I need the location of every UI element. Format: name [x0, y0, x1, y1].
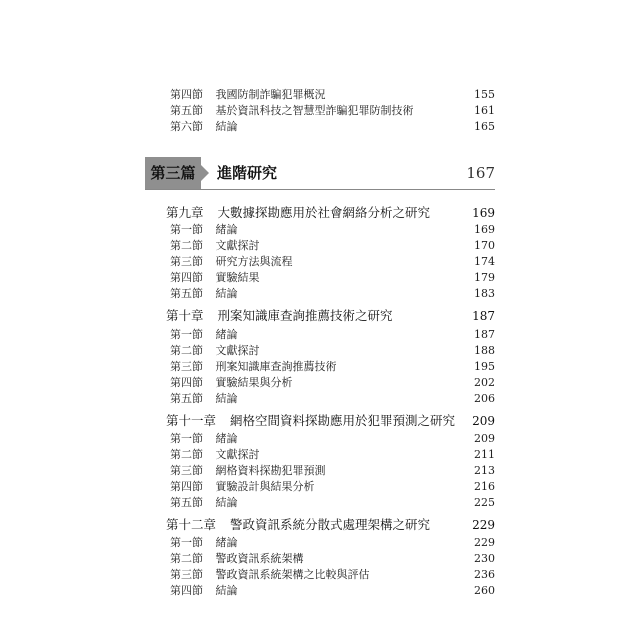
section-label: 第四節 — [170, 584, 203, 597]
section-title: 文獻探討 — [215, 239, 260, 252]
toc-section-row[interactable] — [170, 375, 495, 391]
chapter-label: 第十章 — [166, 308, 204, 323]
section-label: 第四節 — [170, 88, 203, 101]
toc-section-row[interactable] — [170, 270, 495, 286]
toc-chapter-row[interactable] — [166, 515, 495, 535]
toc-section-row[interactable] — [170, 479, 495, 495]
part-title: 進階研究 — [217, 164, 278, 182]
section-title: 實驗設計與結果分析 — [215, 480, 315, 493]
part-heading[interactable] — [145, 157, 495, 190]
toc-section-row[interactable] — [170, 222, 495, 238]
section-label: 第一節 — [170, 328, 203, 341]
section-page: 202 — [474, 376, 495, 389]
section-title: 結論 — [215, 496, 238, 509]
section-label: 第五節 — [170, 287, 203, 300]
section-title: 警政資訊系統架構之比較與評估 — [215, 568, 370, 581]
section-title: 緒論 — [215, 536, 238, 549]
section-title: 我國防制詐騙犯罪概況 — [215, 88, 326, 101]
toc-section-row[interactable] — [170, 391, 495, 407]
section-title: 實驗結果與分析 — [215, 376, 293, 389]
section-page: 206 — [474, 392, 495, 405]
section-label: 第三節 — [170, 568, 203, 581]
chapter-label: 第十二章 — [166, 517, 217, 532]
toc-section-row[interactable] — [170, 535, 495, 551]
section-page: 183 — [474, 287, 495, 300]
chapter-page: 187 — [472, 309, 495, 323]
section-label: 第六節 — [170, 120, 203, 133]
chapter-page: 209 — [472, 414, 495, 428]
section-label: 第五節 — [170, 104, 203, 117]
section-page: 216 — [474, 480, 495, 493]
section-page: 188 — [474, 344, 495, 357]
section-page: 225 — [474, 496, 495, 509]
section-label: 第五節 — [170, 496, 203, 509]
section-title: 警政資訊系統架構 — [215, 552, 304, 565]
part-page: 167 — [466, 164, 495, 182]
toc-chapter-row[interactable] — [166, 306, 495, 326]
section-label: 第三節 — [170, 464, 203, 477]
toc-section-row[interactable] — [170, 551, 495, 567]
section-label: 第三節 — [170, 255, 203, 268]
section-label: 第四節 — [170, 376, 203, 389]
section-label: 第五節 — [170, 392, 203, 405]
section-label: 第二節 — [170, 552, 203, 565]
section-title: 實驗結果 — [215, 271, 260, 284]
chapter-label: 第十一章 — [166, 413, 217, 428]
section-label: 第二節 — [170, 239, 203, 252]
section-page: 209 — [474, 432, 495, 445]
toc-section-row[interactable] — [170, 359, 495, 375]
section-title: 文獻探討 — [215, 344, 260, 357]
section-page: 213 — [474, 464, 495, 477]
section-label: 第四節 — [170, 271, 203, 284]
toc-section-row[interactable] — [170, 87, 495, 103]
toc-section-row[interactable] — [170, 286, 495, 302]
section-title: 研究方法與流程 — [215, 255, 293, 268]
section-title: 基於資訊科技之智慧型詐騙犯罪防制技術 — [215, 104, 414, 117]
chapter-title: 大數據探勘應用於社會網絡分析之研究 — [217, 205, 431, 220]
toc-section-row[interactable] — [170, 254, 495, 270]
chapter-label: 第九章 — [166, 205, 204, 220]
section-label: 第一節 — [170, 223, 203, 236]
section-page: 236 — [474, 568, 495, 581]
section-title: 結論 — [215, 287, 238, 300]
chapter-page: 229 — [472, 518, 495, 532]
section-label: 第一節 — [170, 432, 203, 445]
section-title: 文獻探討 — [215, 448, 260, 461]
section-label: 第三節 — [170, 360, 203, 373]
chapter-page: 169 — [472, 206, 495, 220]
section-title: 緒論 — [215, 328, 238, 341]
toc-section-row[interactable] — [170, 343, 495, 359]
section-title: 緒論 — [215, 223, 238, 236]
part-arrow-icon — [201, 165, 209, 181]
section-page: 229 — [474, 536, 495, 549]
section-title: 網格資料探勘犯罪預測 — [215, 464, 326, 477]
toc-chapter-row[interactable] — [166, 411, 495, 431]
section-page: 179 — [474, 271, 495, 284]
chapter-title: 刑案知識庫查詢推薦技術之研究 — [217, 308, 393, 323]
chapter-title: 網格空間資料探勘應用於犯罪預測之研究 — [230, 413, 456, 428]
section-page: 169 — [474, 223, 495, 236]
section-label: 第二節 — [170, 344, 203, 357]
toc-section-row[interactable] — [170, 447, 495, 463]
chapter-title: 警政資訊系統分散式處理架構之研究 — [230, 517, 431, 532]
section-page: 187 — [474, 328, 495, 341]
section-label: 第一節 — [170, 536, 203, 549]
section-page: 195 — [474, 360, 495, 373]
toc-section-row[interactable] — [170, 119, 495, 135]
section-page: 165 — [474, 120, 495, 133]
section-page: 170 — [474, 239, 495, 252]
part-label: 第三篇 — [145, 157, 201, 189]
section-page: 155 — [474, 88, 495, 101]
toc-section-row[interactable] — [170, 495, 495, 511]
toc-section-row[interactable] — [170, 327, 495, 343]
section-page: 161 — [474, 104, 495, 117]
toc-section-row[interactable] — [170, 583, 495, 599]
toc-section-row[interactable] — [170, 567, 495, 583]
toc-section-row[interactable] — [170, 238, 495, 254]
section-title: 刑案知識庫查詢推薦技術 — [215, 360, 337, 373]
section-page: 230 — [474, 552, 495, 565]
toc-chapter-row[interactable] — [166, 203, 495, 223]
section-label: 第四節 — [170, 480, 203, 493]
section-label: 第二節 — [170, 448, 203, 461]
section-page: 174 — [474, 255, 495, 268]
toc-section-row[interactable] — [170, 431, 495, 447]
toc-section-row[interactable] — [170, 463, 495, 479]
toc-section-row[interactable] — [170, 103, 495, 119]
section-page: 260 — [474, 584, 495, 597]
section-title: 結論 — [215, 392, 238, 405]
section-title: 結論 — [215, 584, 238, 597]
section-page: 211 — [474, 448, 495, 461]
section-title: 緒論 — [215, 432, 238, 445]
section-title: 結論 — [215, 120, 238, 133]
